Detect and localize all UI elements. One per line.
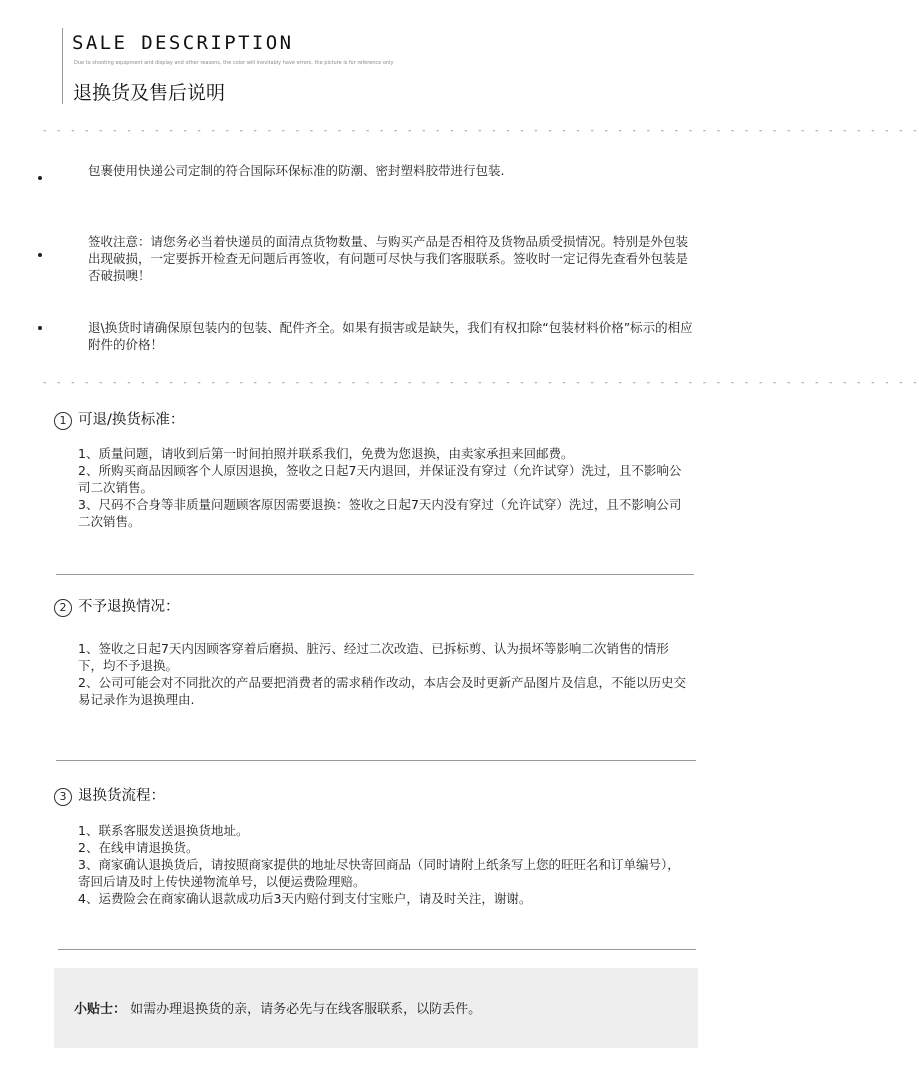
section-body-return-process <box>78 822 690 907</box>
section-divider <box>56 574 694 575</box>
bullet-icon <box>38 253 42 257</box>
header-accent-line <box>62 28 63 104</box>
section-line: 3、商家确认退换货后，请按照商家提供的地址尽快寄回商品（同时请附上纸条写上您的旺旺名和订单编号），寄回后请及时上传快递物流单号，以便运费险理赔。 <box>78 857 680 889</box>
bullet-icon <box>38 326 42 330</box>
tip-text: 如需办理退换货的亲，请务必先与在线客服联系，以防丢件。 <box>130 1002 482 1017</box>
section-number-2-icon: 2 <box>54 599 72 617</box>
bullet-icon <box>38 176 42 180</box>
section-line: 4、运费险会在商家确认退款成功后3天内赔付到支付宝账户，请及时关注，谢谢。 <box>78 891 532 906</box>
dashed-divider-top: - - - - - - - - - - - - - - - - - - - - - - - - - - - - - - - - - - - - - - - - - - - - - - - - - - - - - - - - - - - - - - - <box>42 126 919 136</box>
note-packaging: 包裹使用快递公司定制的符合国际环保标准的防潮、密封塑料胶带进行包装. <box>88 163 505 178</box>
section-divider <box>56 760 696 761</box>
section-divider <box>58 949 696 950</box>
tip-label: 小贴士： <box>74 1002 127 1017</box>
section-line: 3、尺码不合身等非质量问题顾客原因需要退换：签收之日起7天内没有穿过（允许试穿）洗过，且不影响公司二次销售。 <box>78 497 682 529</box>
page-title: SALE DESCRIPTION <box>72 32 294 54</box>
section-line: 2、所购买商品因顾客个人原因退换，签收之日起7天内退回，并保证没有穿过（允许试穿）洗过，且不影响公司二次销售。 <box>78 463 682 495</box>
section-line: 2、公司可能会对不同批次的产品要把消费者的需求稍作改动，本店会及时更新产品图片及信息，不能以历史交易记录作为退换理由. <box>78 675 686 707</box>
section-title-return-process: 退换货流程： <box>78 788 165 804</box>
section-line: 1、质量问题，请收到后第一时间拍照并联系我们，免费为您退换，由卖家承担来回邮费。 <box>78 446 574 461</box>
section-line: 1、签收之日起7天内因顾客穿着后磨损、脏污、经过二次改造、已拆标剪、认为损坏等影响二次销售的情形下，均不予退换。 <box>78 641 669 673</box>
section-number-3-icon: 3 <box>54 788 72 806</box>
note-signing: 签收注意：请您务必当着快递员的面清点货物数量、与购买产品是否相符及货物品质受损情况。特别是外包装出现破损，一定要拆开检查无问题后再签收，有问题可尽快与我们客服联系。签收时一定记得先查看外包装是否破损噢！ <box>88 234 689 283</box>
section-body-no-return <box>78 640 690 708</box>
note-return-packaging: 退\换货时请确保原包装内的包装、配件齐全。如果有损害或是缺失，我们有权扣除“包装材料价格”标示的相应附件的价格！ <box>88 320 693 352</box>
section-line: 2、在线申请退换货。 <box>78 840 199 855</box>
dashed-divider-bottom: - - - - - - - - - - - - - - - - - - - - - - - - - - - - - - - - - - - - - - - - - - - - - - - - - - - - - - - - - - - - - - - <box>42 378 919 388</box>
section-number-1-icon: 1 <box>54 412 72 430</box>
page-title-cn: 退换货及售后说明 <box>73 82 226 104</box>
section-body-return-standard <box>78 445 690 530</box>
section-title-return-standard: 可退/换货标准： <box>78 412 185 428</box>
page-subtitle: Due to shooting equipment and display and other reasons, the color will inevitably have errors, the picture is for reference only <box>74 60 394 66</box>
section-line: 1、联系客服发送退换货地址。 <box>78 823 249 838</box>
tip <box>74 1001 481 1018</box>
section-title-no-return: 不予退换情况： <box>78 599 180 615</box>
